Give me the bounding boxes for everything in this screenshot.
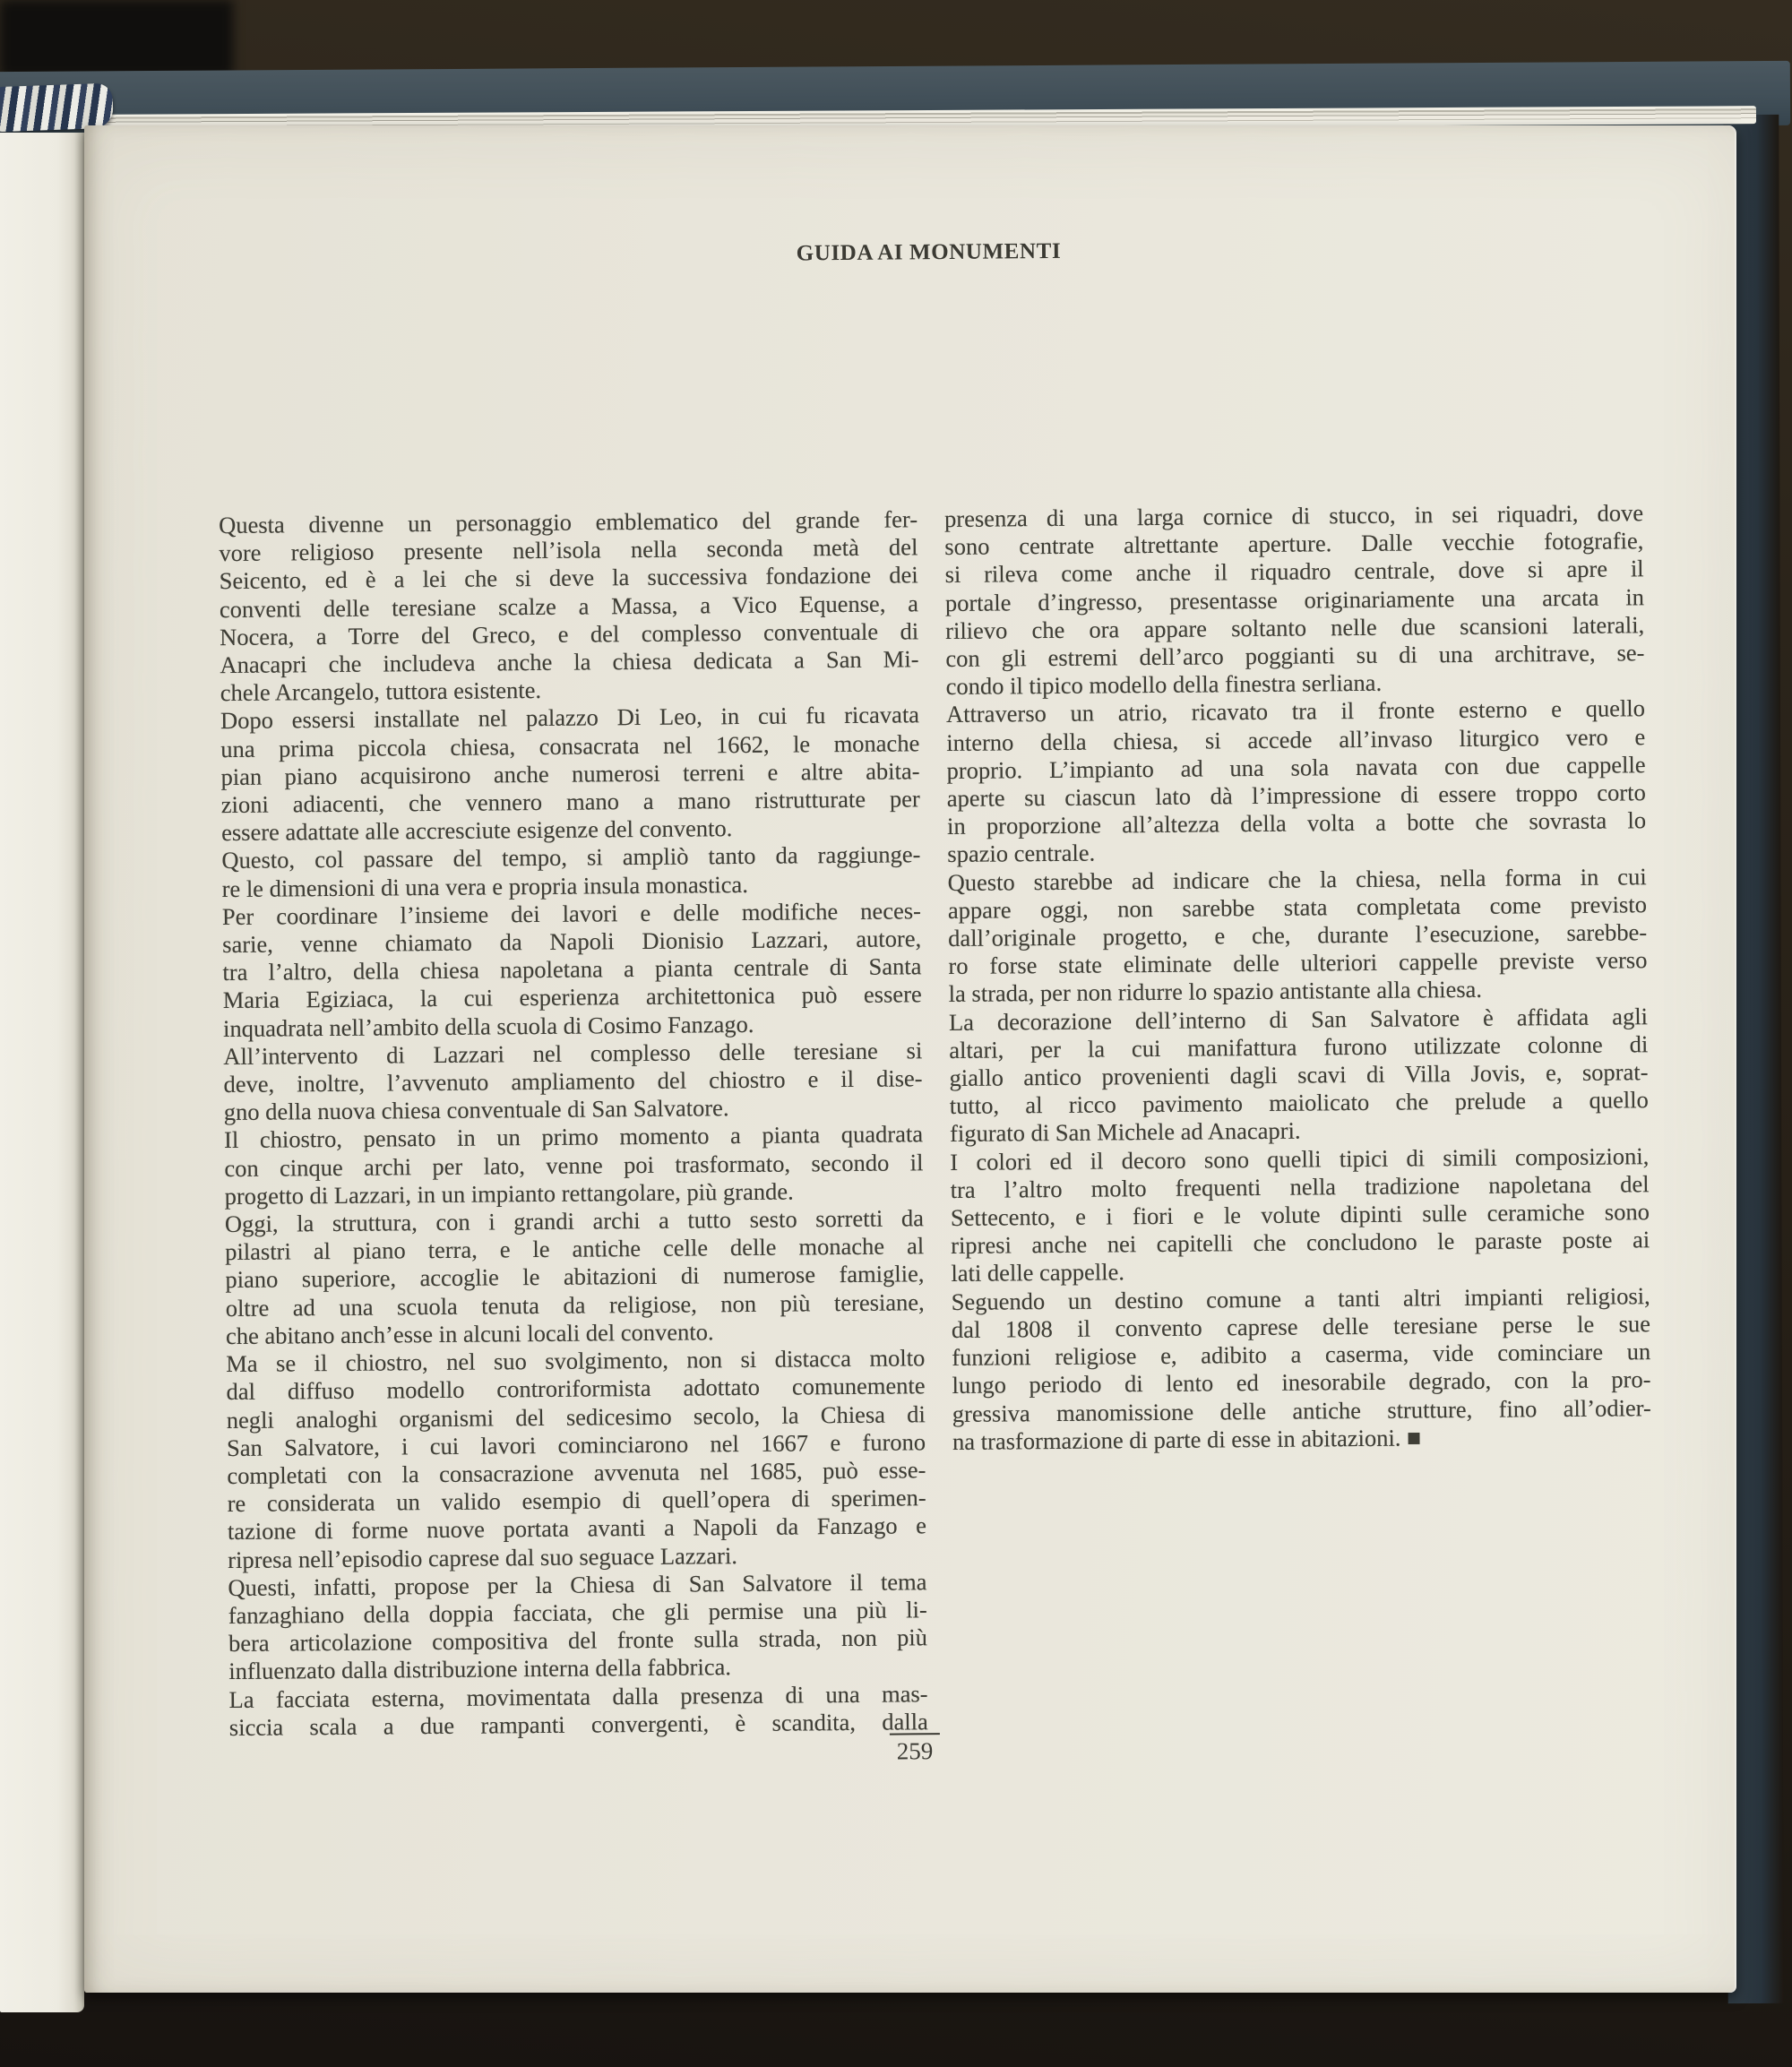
paragraph [222,897,922,1043]
text-line: progetto di Lazzari, in un impianto rettangolare, più grande. [224,1177,794,1210]
text-line: giallo antico provenienti dagli scavi di Villa Jovis, e, soprat- [949,1058,1649,1092]
paragraph [223,1037,923,1126]
text-line: Oggi, la struttura, con i grandi archi a tutto sesto sorretti da [224,1204,925,1238]
text-columns [219,499,1654,1742]
text-line: proprio. L’impianto ad una sola navata con due cappelle [946,751,1646,784]
text-line: interno della chiesa, si accede all’invaso liturgico vero e [946,722,1646,756]
text-line: la strada, per non ridurre lo spazio antistante alla chiesa. [948,976,1483,1008]
paragraph [219,505,919,707]
text-line: Il chiostro, pensato in un primo momento a pianta quadrata [223,1120,924,1154]
text-line: na trasformazione di parte di esse in abitazioni. ■ [952,1424,1422,1455]
text-line: una prima piccola chiesa, consacrata nel 1662, le monache [220,728,920,762]
book-page [84,125,1736,1993]
text-line: aperte su ciascun lato dà l’impressione di essere troppo corto [946,779,1646,813]
text-line: Questo, col passare del tempo, si ampliò tanto da raggiunge- [221,840,921,874]
text-line: pian piano acquisirono anche numerosi terreni e altre abita- [220,757,920,790]
text-line: conventi delle teresiane scalze a Massa, a Vico Equense, a [219,589,919,623]
text-line: condo il tipico modello della finestra serliana. [945,668,1383,701]
text-line: completati con la consacrazione avvenuta nel 1685, può esse- [227,1456,926,1489]
text-line: ripresa nell’episodio caprese dal suo seguace Lazzari. [228,1541,738,1573]
paragraph [228,1568,927,1686]
text-line: All’intervento di Lazzari nel complesso delle teresiane si [223,1037,923,1070]
text-line: La facciata esterna, movimentata dalla presenza di una mas- [228,1679,928,1713]
text-line: che abitano anch’esse in alcuni locali del convento. [225,1318,714,1349]
text-line: Questo starebbe ad indicare che la chiesa, nella forma in cui [947,862,1647,896]
text-line: figurato di San Michele ad Anacapri. [949,1117,1301,1148]
page-content [82,118,1751,2000]
text-line: siccia scala a due rampanti convergenti, è scandita, dalla [228,1707,928,1741]
text-line: con cinque archi per lato, venne poi trasformato, secondo il [224,1148,924,1182]
text-line: appare oggi, non sarebbe stata completata come previsto [947,891,1647,924]
text-line: gressiva manomissione delle antiche strutture, fino all’odier- [952,1393,1651,1427]
column-left [219,505,928,1742]
text-line: Seicento, ed è a lei che si deve la successiva fondazione dei [219,561,918,595]
text-line: oltre ad una scuola tenuta da religiose, non più teresiane, [225,1288,925,1322]
paragraph [224,1121,924,1210]
paragraph [950,1142,1650,1288]
page-number-value: 259 [890,1733,941,1765]
text-line: piano superiore, accoglie le abitazioni di numerose famiglie, [225,1260,925,1294]
text-line: spazio centrale. [947,839,1096,868]
text-line: Ma se il chiostro, nel suo svolgimento, non si distacca molto [226,1344,926,1378]
text-line: bera articolazione compositiva del fronte sulla strada, non più [228,1623,928,1658]
text-line: Per coordinare l’insieme dei lavori e delle modifiche neces- [221,897,922,930]
text-line: vore religioso presente nell’isola nella seconda metà del [219,533,918,567]
column-right [944,499,1654,1735]
text-line: chele Arcangelo, tuttora esistente. [220,676,542,707]
paragraph [225,1204,925,1350]
text-line: lati delle cappelle. [951,1258,1125,1288]
text-line: funzioni religiose e, adibito a caserma, vide cominciare un [952,1338,1651,1372]
text-line: dall’originale progetto, e che, durante l’esecuzione, sarebbe- [948,918,1648,952]
text-line: re considerata un valido esempio di quell’opera di sperimen- [227,1484,926,1518]
text-line: negli analoghi organismi del sedicesimo secolo, la Chiesa di [226,1400,926,1434]
text-line: Questi, infatti, propose per la Chiesa di San Salvatore il tema [228,1567,927,1601]
text-line: Maria Egiziaca, la cui esperienza architettonica può essere [222,980,922,1014]
text-line: influenzato dalla distribuzione interna della fabbrica. [228,1653,732,1685]
text-line: portale d’ingresso, presentasse originariamente una arcata in [944,582,1645,616]
text-line: Seguendo un destino comune a tanti altri impianti religiosi, [951,1281,1650,1315]
text-line: pilastri al piano terra, e le antiche celle delle monache al [225,1232,925,1266]
backdrop-shadow [0,0,233,77]
text-line: Nocera, a Torre del Greco, e del complesso conventuale di [220,617,919,650]
text-line: Dopo essersi installate nel palazzo Di Leo, in cui fu ricavata [220,701,920,735]
paragraph [944,499,1645,701]
paragraph [220,702,920,848]
text-line: ro forse state eliminate delle ulteriori cappelle previste verso [948,946,1648,980]
paragraph [226,1344,926,1573]
text-line: Attraverso un atrio, ricavato tra il fronte esterno e quello [945,694,1646,728]
text-line: dal diffuso modello controriformista adottato comunemente [226,1372,926,1406]
paragraph [947,863,1647,1009]
text-line: si rileva come anche il riquadro centrale, dove si apre il [944,555,1644,589]
text-line: tra l’altro, della chiesa napoletana a pianta centrale di Santa [222,952,922,986]
text-line: La decorazione dell’interno di San Salvatore è affidata agli [948,1002,1649,1036]
text-line: sarie, venne chiamato da Napoli Dionisio Lazzari, autore, [222,925,922,959]
text-line: con gli estremi dell’arco poggianti su di una architrave, se- [945,639,1645,673]
paragraph [949,1003,1649,1149]
text-line: fanzaghiano della doppia facciata, che gli permise una più li- [228,1596,927,1629]
text-line: inquadrata nell’ambito della scuola di Cosimo Fanzago. [222,1010,754,1042]
text-line: dal 1808 il convento caprese delle teresiane perse le sue [951,1310,1651,1343]
text-line: Settecento, e i fiori e le volute dipinti sulle ceramiche sono [950,1198,1650,1232]
text-line: tra l’altro molto frequenti nella tradizione napoletana del [950,1170,1650,1203]
left-page-edge [0,133,84,2012]
text-line: deve, inoltre, l’avvenuto ampliamento del chiostro e il dise- [223,1064,923,1098]
text-line: presenza di una larga cornice di stucco, in sei riquadri, dove [943,499,1644,533]
text-line: essere adattate alle accresciute esigenze del convento. [220,814,733,847]
text-line: tazione di forme nuove portata avanti a Napoli da Fanzago e [227,1511,927,1546]
paragraph [946,695,1647,869]
paragraph [952,1282,1652,1456]
text-line: re le dimensioni di una vera e propria insula monastica. [221,870,748,902]
text-line: ripresi anche nei capitelli che concludono le paraste poste ai [951,1226,1650,1260]
text-line: gno della nuova chiesa conventuale di San Salvatore. [223,1094,729,1126]
running-header: GUIDA AI MONUMENTI [796,238,1062,266]
paragraph [221,841,921,903]
text-line: Questa divenne un personaggio emblematico del grande fer- [218,505,918,539]
paragraph [228,1680,928,1742]
text-line: San Salvatore, i cui lavori cominciarono nel 1667 e furono [226,1427,926,1461]
text-line: Anacapri che includeva anche la chiesa dedicata a San Mi- [220,645,919,679]
text-line: tutto, al ricco pavimento maiolicato che prelude a quello [949,1086,1649,1120]
text-line: lungo periodo di lento ed inesorabile degrado, con la pro- [952,1365,1651,1400]
text-line: I colori ed il decoro sono quelli tipici di simili composizioni, [950,1141,1650,1176]
text-line: altari, per la cui manifattura furono utilizzate colonne di [949,1030,1649,1064]
text-line: sono centrate altrettante aperture. Dalle vecchie fotografie, [944,527,1644,561]
text-line: zioni adiacenti, che vennero mano a mano ristrutturate per [220,785,920,819]
text-line: rilievo che ora appare soltanto nelle due scansioni laterali, [945,611,1645,644]
text-line: in proporzione all’altezza della volta a botte che sovrasta lo [946,806,1647,840]
